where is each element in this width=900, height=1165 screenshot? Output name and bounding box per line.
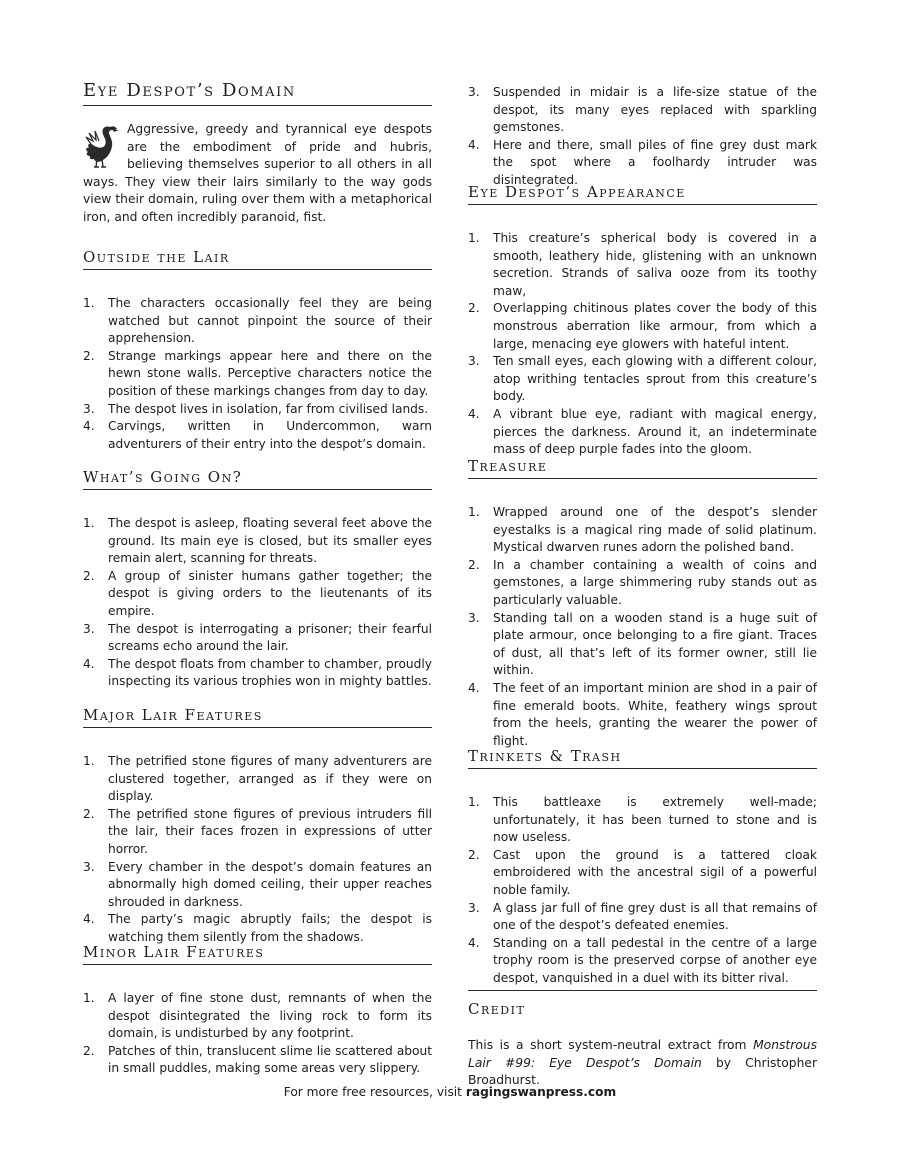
- section-heading: Major Lair Features: [83, 705, 432, 728]
- minor-lair-features-list-continued: [468, 84, 817, 190]
- intro-paragraph: [83, 121, 432, 227]
- intro-text: Aggressive, greedy and tyrannical eye despots are the embodiment of pride and hubris, believing themselves superior to all others in all ways. They view their lairs similarly to the way gods view their domain, ruling over them with a metaphorical iron, and often incredibly paranoid, fist.: [83, 122, 432, 224]
- list-item: 1. The characters occasionally feel they are being watched but cannot pinpoint the source of their apprehension.: [83, 296, 432, 346]
- list-item: 1. The despot is asleep, floating several feet above the ground. Its main eye is closed, but its smaller eyes remain alert, scanning for threats.: [83, 516, 432, 566]
- treasure-list: [468, 504, 817, 750]
- outside-lair-list: [83, 295, 432, 453]
- section-trinkets-trash: [468, 746, 817, 988]
- footer-text: For more free resources, visit: [283, 1085, 466, 1099]
- section-heading: What’s Going On?: [83, 467, 432, 490]
- list-item: 1. The petrified stone figures of many adventurers are clustered together, arranged as if they were on display.: [83, 754, 432, 804]
- list-item: 3. Standing tall on a wooden stand is a huge suit of plate armour, once belonging to a fire giant. Traces of dust, all that’s left of its former owner, still lie within.: [468, 610, 817, 678]
- list-item: 1. This creature’s spherical body is covered in a smooth, leathery hide, glistening with an unknown secretion. Strands of saliva ooze from its toothy maw,: [468, 231, 817, 298]
- section-minor-lair-features: [83, 942, 432, 1078]
- list-item: 2. The petrified stone figures of previous intruders fill the lair, their faces frozen in expressions of utter horror.: [83, 806, 432, 856]
- section-heading: Treasure: [468, 456, 817, 479]
- credit-text: This is a short system-neutral extract from Monstrous Lair #99: Eye Despot’s Domain by Christopher Broadhurst.: [468, 1038, 818, 1088]
- list-item: 2. Cast upon the ground is a tattered cloak embroidered with the ancestral sigil of a powerful noble family.: [468, 847, 817, 897]
- section-heading: Outside the Lair: [83, 247, 432, 270]
- list-item: 4. The despot floats from chamber to chamber, proudly inspecting its various trophies won in mighty battles.: [83, 656, 432, 689]
- footer: [0, 1085, 900, 1099]
- major-lair-features-list: [83, 753, 432, 947]
- page-title: Eye Despot’s Domain: [83, 80, 432, 106]
- book-title: Monstrous Lair #99: Eye Despot’s Domain: [468, 1038, 817, 1070]
- whats-going-on-list: [83, 515, 432, 691]
- section-appearance: [468, 182, 817, 459]
- footer-link[interactable]: ragingswanpress.com: [465, 1085, 617, 1099]
- list-item: 1. This battleaxe is extremely well-made; unfortunately, it has been turned to stone and is now useless.: [468, 795, 817, 845]
- swan-logo-icon: [83, 123, 121, 171]
- section-heading: Trinkets & Trash: [468, 746, 817, 769]
- list-item: 4. The party’s magic abruptly fails; the despot is watching them silently from the shadows.: [83, 912, 432, 944]
- list-item: 4. Carvings, written in Undercommon, warn adventurers of their entry into the despot’s domain.: [83, 419, 432, 451]
- section-outside-lair: [83, 247, 432, 453]
- list-item: 2. Overlapping chitinous plates cover the body of this monstrous aberration like armour, from which a large, menacing eye glowers with hateful intent.: [468, 301, 817, 351]
- list-item: 4. The feet of an important minion are shod in a pair of fine emerald boots. White, feathery wings sprout from the heels, granting the wearer the power of flight.: [468, 680, 817, 748]
- list-item: 1. Wrapped around one of the despot’s slender eyestalks is a magical ring made of solid platinum. Mystical dwarven runes adorn the polished band.: [468, 505, 817, 555]
- section-whats-going-on: [83, 467, 432, 691]
- section-major-lair-features: [83, 705, 432, 947]
- list-item: 3. Suspended in midair is a life-size statue of the despot, its many eyes replaced with sparkling gemstones.: [468, 85, 817, 135]
- list-item: 3. The despot lives in isolation, far from civilised lands.: [83, 401, 429, 416]
- list-item: 2. Strange markings appear here and there on the hewn stone walls. Perceptive characters notice the position of these markings changes from day to day.: [83, 348, 432, 398]
- list-item: 3. A glass jar full of fine grey dust is all that remains of one of the despot’s defeated enemies.: [468, 900, 817, 933]
- section-heading: Eye Despot’s Appearance: [468, 182, 817, 205]
- trinkets-trash-list: [468, 794, 817, 988]
- list-item: 4. Here and there, small piles of fine grey dust mark the spot where a foolhardy intruder was disintegrated.: [468, 137, 817, 187]
- section-credit: [468, 990, 817, 1090]
- appearance-list: [468, 230, 817, 459]
- list-item: 4. Standing on a tall pedestal in the centre of a large trophy room is the preserved corpse of another eye despot, vanquished in a duel with its bitter rival.: [468, 935, 817, 985]
- section-heading: Credit: [468, 1000, 526, 1018]
- list-item: 3. Ten small eyes, each glowing with a different colour, atop writhing tentacles sprout from this creature’s body.: [468, 354, 817, 404]
- list-item: 2. In a chamber containing a wealth of coins and gemstones, a large shimmering ruby stands out as particularly valuable.: [468, 557, 817, 607]
- list-item: 1. A layer of fine stone dust, remnants of when the despot disintegrated the living rock to form its domain, is undisturbed by any footprint.: [83, 991, 432, 1041]
- list-item: 4. A vibrant blue eye, radiant with magical energy, pierces the darkness. Around it, an indeterminate mass of deep purple fades into the gloom.: [468, 406, 817, 457]
- list-item: 2. Patches of thin, translucent slime lie scattered about in small puddles, making some areas very slippery.: [83, 1043, 432, 1076]
- left-column: [83, 80, 432, 1076]
- list-item: 3. Every chamber in the despot’s domain features an abnormally high domed ceiling, their upper reaches shrouded in darkness.: [83, 859, 432, 909]
- list-item: 2. A group of sinister humans gather together; the despot is giving orders to the lieutenants of its empire.: [83, 568, 432, 618]
- list-item: 3. The despot is interrogating a prisoner; their fearful screams echo around the lair.: [83, 621, 432, 654]
- section-treasure: [468, 456, 817, 750]
- minor-lair-features-list: [83, 990, 432, 1078]
- section-heading: Minor Lair Features: [83, 942, 432, 965]
